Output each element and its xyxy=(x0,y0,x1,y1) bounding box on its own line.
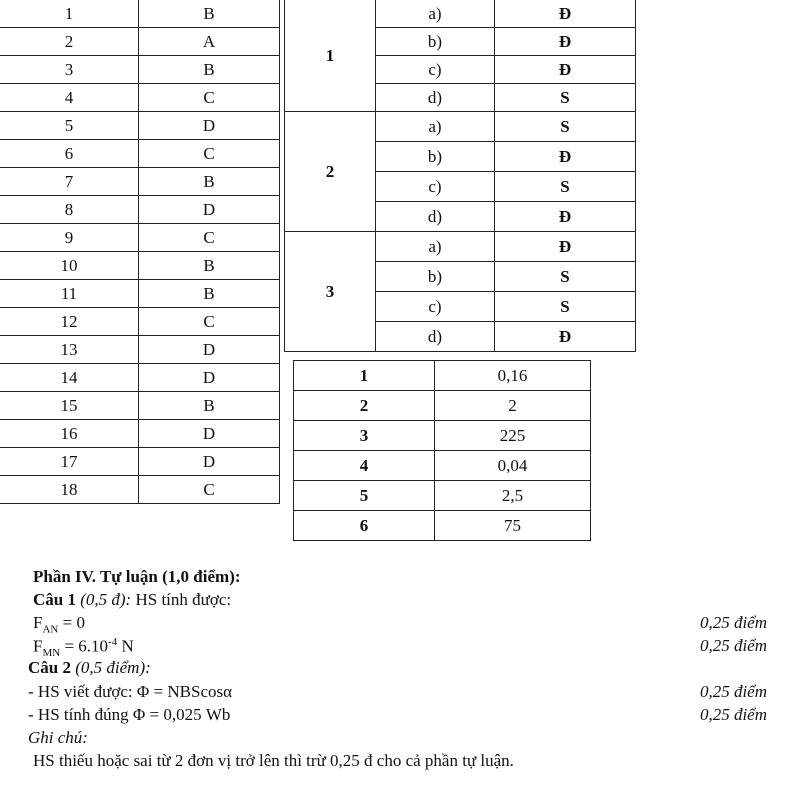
question-number: 5 xyxy=(294,481,435,511)
answer-value: 225 xyxy=(435,421,591,451)
table-row xyxy=(0,28,280,56)
true-false-value: Đ xyxy=(495,202,636,232)
table-row xyxy=(285,232,636,262)
question-number: 14 xyxy=(0,364,139,392)
score-f-an: 0,25 điểm xyxy=(699,613,767,632)
sub-question-label: c) xyxy=(376,56,495,84)
question-number: 15 xyxy=(0,392,139,420)
answer-value: 2 xyxy=(435,391,591,421)
sub-question-label: a) xyxy=(376,0,495,28)
answer-cell: D xyxy=(139,448,280,476)
question-number: 1 xyxy=(285,0,376,112)
answer-cell: B xyxy=(139,280,280,308)
sub-question-label: c) xyxy=(376,172,495,202)
question-number: 17 xyxy=(0,448,139,476)
question-number: 10 xyxy=(0,252,139,280)
answer-cell: C xyxy=(139,224,280,252)
sub-question-label: b) xyxy=(376,142,495,172)
score-f-mn: 0,25 điểm xyxy=(699,636,767,655)
table-row xyxy=(294,421,591,451)
table-row xyxy=(0,392,280,420)
table-row xyxy=(294,391,591,421)
question-number: 12 xyxy=(0,308,139,336)
table-row xyxy=(0,252,280,280)
answer-cell: B xyxy=(139,56,280,84)
score-q2-formula: 0,25 điểm xyxy=(699,682,767,701)
table-row xyxy=(294,511,591,541)
question-number: 13 xyxy=(0,336,139,364)
sub-question-label: d) xyxy=(376,84,495,112)
answer-value: 2,5 xyxy=(435,481,591,511)
question-number: 3 xyxy=(294,421,435,451)
sub-question-label: a) xyxy=(376,232,495,262)
table-row xyxy=(0,420,280,448)
score-q2-result: 0,25 điểm xyxy=(699,705,767,724)
essay-q2-line: Câu 2 (0,5 điểm): xyxy=(28,658,151,677)
question-number: 3 xyxy=(0,56,139,84)
question-number: 11 xyxy=(0,280,139,308)
answer-cell: A xyxy=(139,28,280,56)
question-number: 2 xyxy=(294,391,435,421)
question-number: 3 xyxy=(285,232,376,352)
question-number: 8 xyxy=(0,196,139,224)
answer-value: 75 xyxy=(435,511,591,541)
table-row xyxy=(0,364,280,392)
question-number: 2 xyxy=(285,112,376,232)
table-row xyxy=(0,280,280,308)
true-false-value: Đ xyxy=(495,142,636,172)
table-row xyxy=(0,56,280,84)
table-row xyxy=(0,0,280,28)
true-false-value: S xyxy=(495,84,636,112)
q2-result-line: - HS tính đúng Φ = 0,025 Wb xyxy=(28,705,231,724)
table-row xyxy=(0,308,280,336)
answer-cell: C xyxy=(139,476,280,504)
answer-cell: D xyxy=(139,420,280,448)
table-row xyxy=(0,168,280,196)
short-answer-table xyxy=(293,360,591,541)
answer-cell: D xyxy=(139,196,280,224)
table-row xyxy=(0,84,280,112)
table-row xyxy=(0,112,280,140)
table-row xyxy=(285,0,636,28)
table-row xyxy=(294,451,591,481)
question-number: 1 xyxy=(294,361,435,391)
question-number: 5 xyxy=(0,112,139,140)
question-number: 1 xyxy=(0,0,139,28)
question-number: 4 xyxy=(0,84,139,112)
note-label: Ghi chú: xyxy=(28,728,88,747)
question-number: 6 xyxy=(294,511,435,541)
answer-cell: B xyxy=(139,0,280,28)
answer-value: 0,04 xyxy=(435,451,591,481)
question-number: 6 xyxy=(0,140,139,168)
true-false-value: Đ xyxy=(495,28,636,56)
table-row xyxy=(0,476,280,504)
question-number: 7 xyxy=(0,168,139,196)
table-row xyxy=(0,140,280,168)
true-false-answer-table xyxy=(284,0,636,352)
true-false-value: S xyxy=(495,112,636,142)
table-row xyxy=(0,224,280,252)
sub-question-label: b) xyxy=(376,28,495,56)
sub-question-label: a) xyxy=(376,112,495,142)
table-row xyxy=(0,196,280,224)
formula-f-mn: $F_{MN} = 6.10^{-4}$ N xyxy=(33,636,134,660)
question-number: 4 xyxy=(294,451,435,481)
answer-cell: B xyxy=(139,252,280,280)
table-row xyxy=(285,112,636,142)
formula-f-an: $F_{AN} = 0$ xyxy=(33,613,85,636)
note-text: HS thiếu hoặc sai từ 2 đơn vị trở lên thì trừ 0,25 đ cho cả phần tự luận. xyxy=(33,751,514,770)
sub-question-label: d) xyxy=(376,202,495,232)
answer-cell: C xyxy=(139,140,280,168)
essay-heading: Phần IV. Tự luận (1,0 điểm): xyxy=(33,567,241,586)
sub-question-label: b) xyxy=(376,262,495,292)
question-number: 9 xyxy=(0,224,139,252)
answer-cell: B xyxy=(139,168,280,196)
table-row xyxy=(294,481,591,511)
sub-question-label: c) xyxy=(376,292,495,322)
question-number: 2 xyxy=(0,28,139,56)
table-row xyxy=(0,336,280,364)
answer-cell: B xyxy=(139,392,280,420)
sub-question-label: d) xyxy=(376,322,495,352)
answer-cell: D xyxy=(139,336,280,364)
essay-q1-line: Câu 1 (0,5 đ): HS tính được: xyxy=(33,590,232,609)
true-false-value: Đ xyxy=(495,232,636,262)
table-row xyxy=(294,361,591,391)
question-number: 18 xyxy=(0,476,139,504)
true-false-value: Đ xyxy=(495,56,636,84)
true-false-value: Đ xyxy=(495,0,636,28)
true-false-value: S xyxy=(495,292,636,322)
true-false-value: Đ xyxy=(495,322,636,352)
true-false-value: S xyxy=(495,262,636,292)
answer-cell: C xyxy=(139,308,280,336)
q2-formula-line: - HS viết được: Φ = NBScosα xyxy=(28,682,233,701)
answer-value: 0,16 xyxy=(435,361,591,391)
true-false-value: S xyxy=(495,172,636,202)
question-number: 16 xyxy=(0,420,139,448)
table-row xyxy=(0,448,280,476)
answer-cell: D xyxy=(139,112,280,140)
answer-cell: D xyxy=(139,364,280,392)
answer-cell: C xyxy=(139,84,280,112)
multiple-choice-answer-table xyxy=(0,0,280,504)
